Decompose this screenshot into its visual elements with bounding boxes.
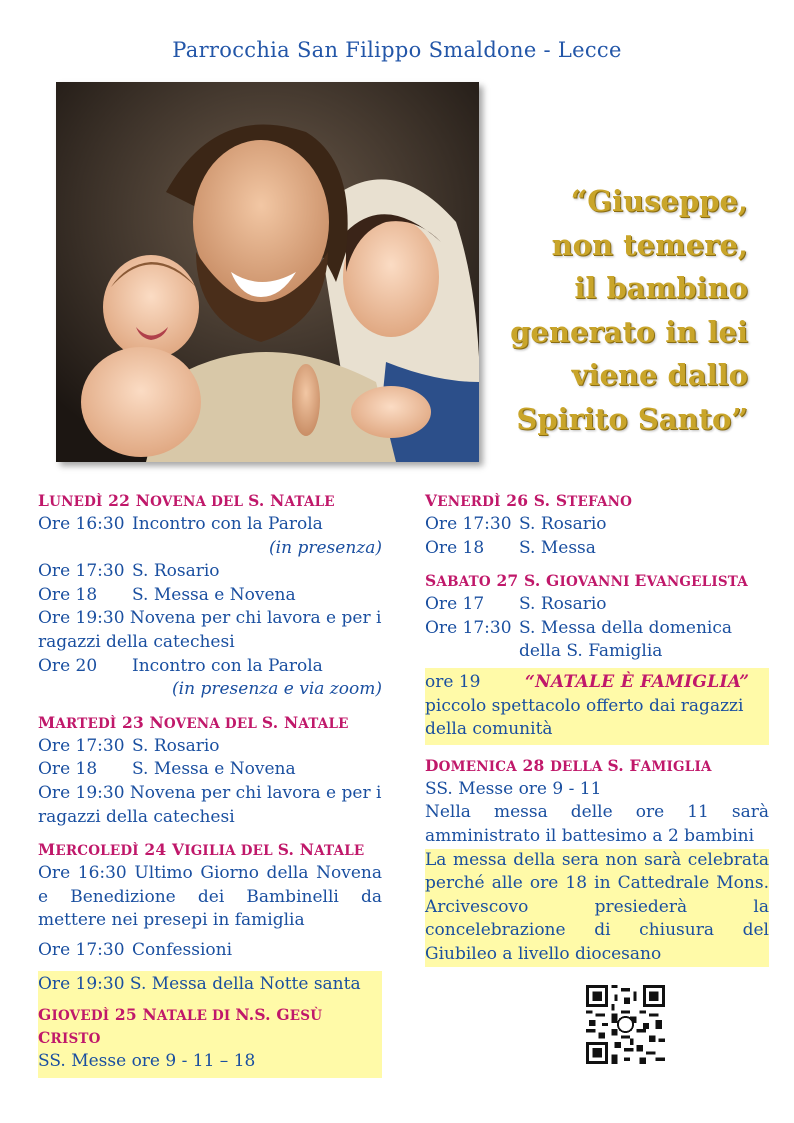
qr-code[interactable] — [586, 985, 665, 1064]
schedule-left-column — [38, 490, 382, 1078]
day-heading-tuesday-23: MARTEDÌ 23 NOVENA DEL S. NATALE — [38, 712, 349, 732]
schedule-entry: SS. Messe ore 9 - 11 – 18 — [38, 1051, 256, 1072]
schedule-entry: Ore 18 S. Messa — [425, 537, 596, 558]
schedule-entry: Ore 19:30 Novena per chi lavora e per i ragazzi della catechesi — [38, 782, 382, 827]
gospel-quote: “Giuseppe, non temere, il bambino generato in lei viene dallo Spirito Santo” — [510, 184, 748, 436]
schedule-entry: Ore 18 S. Messa e Novena — [38, 759, 296, 780]
schedule-entry: SS. Messe ore 9 - 11 — [425, 778, 602, 799]
highlighted-notice: La messa della sera non sarà celebrata perché alle ore 18 in Cattedrale Mons. Arcivescovo presiederà la concelebrazione di chiusura del Giubileo a livello diocesano — [425, 849, 769, 967]
whatsapp-icon — [618, 1017, 633, 1032]
schedule-entry: Ore 17:30 S. Messa della domenica della S. Famiglia — [425, 617, 732, 662]
day-heading-monday-22: LUNEDÌ 22 NOVENA DEL S. NATALE — [38, 491, 335, 510]
day-heading-thursday-25: GIOVEDÌ 25 NATALE DI N.S. GESÙ CRISTO — [38, 1005, 323, 1048]
day-heading-wednesday-24: MERCOLEDÌ 24 VIGILIA DEL S. NATALE — [38, 840, 365, 860]
event-description: piccolo spettacolo offerto dai ragazzi della comunità — [425, 695, 744, 740]
schedule-entry: Ore 17:30 Confessioni — [38, 939, 233, 960]
schedule-entry: Ore 17:30 S. Rosario — [38, 561, 220, 582]
schedule-entry: Ore 17 S. Rosario — [425, 594, 607, 615]
schedule-entry: Ore 17:30 S. Rosario — [425, 514, 607, 534]
highlighted-block — [38, 971, 382, 1078]
schedule-entry: Ore 17:30 S. Rosario — [38, 735, 220, 756]
schedule-entry: Nella messa delle ore 11 sarà amministrato il battesimo a 2 bambini — [425, 802, 769, 846]
schedule-entry: Ore 18 S. Messa e Novena — [38, 584, 296, 605]
schedule-entry: Ore 19:30 Novena per chi lavora e per i ragazzi della catechesi — [38, 608, 382, 652]
holy-family-image — [56, 82, 479, 462]
schedule-entry: Ore 16:30 Incontro con la Parola — [38, 514, 323, 534]
day-heading-sunday-28: DOMENICA 28 DELLA S. FAMIGLIA — [425, 755, 712, 775]
schedule-entry: ore 19 “NATALE È FAMIGLIA” — [425, 671, 769, 695]
schedule-right-column — [425, 490, 769, 967]
day-heading-friday-26: VENERDÌ 26 S. STEFANO — [425, 491, 633, 510]
highlighted-event — [425, 668, 769, 745]
day-heading-saturday-27: SABATO 27 S. GIOVANNI EVANGELISTA — [425, 571, 748, 591]
schedule-note: (in presenza e via zoom) — [172, 679, 382, 700]
schedule-entry: Ore 20 Incontro con la Parola — [38, 655, 323, 676]
schedule-note: (in presenza) — [269, 537, 382, 558]
parish-title: Parrocchia San Filippo Smaldone - Lecce — [172, 38, 622, 62]
schedule-entry: Ore 19:30 S. Messa della Notte santa — [38, 973, 361, 994]
holy-family-illustration — [56, 82, 479, 462]
event-title: “NATALE È FAMIGLIA” — [525, 671, 750, 692]
schedule-entry: Ore 16:30 Ultimo Giorno della Novena e Benedizione dei Bambinelli da mettere nei presepi in famiglia — [38, 863, 382, 931]
